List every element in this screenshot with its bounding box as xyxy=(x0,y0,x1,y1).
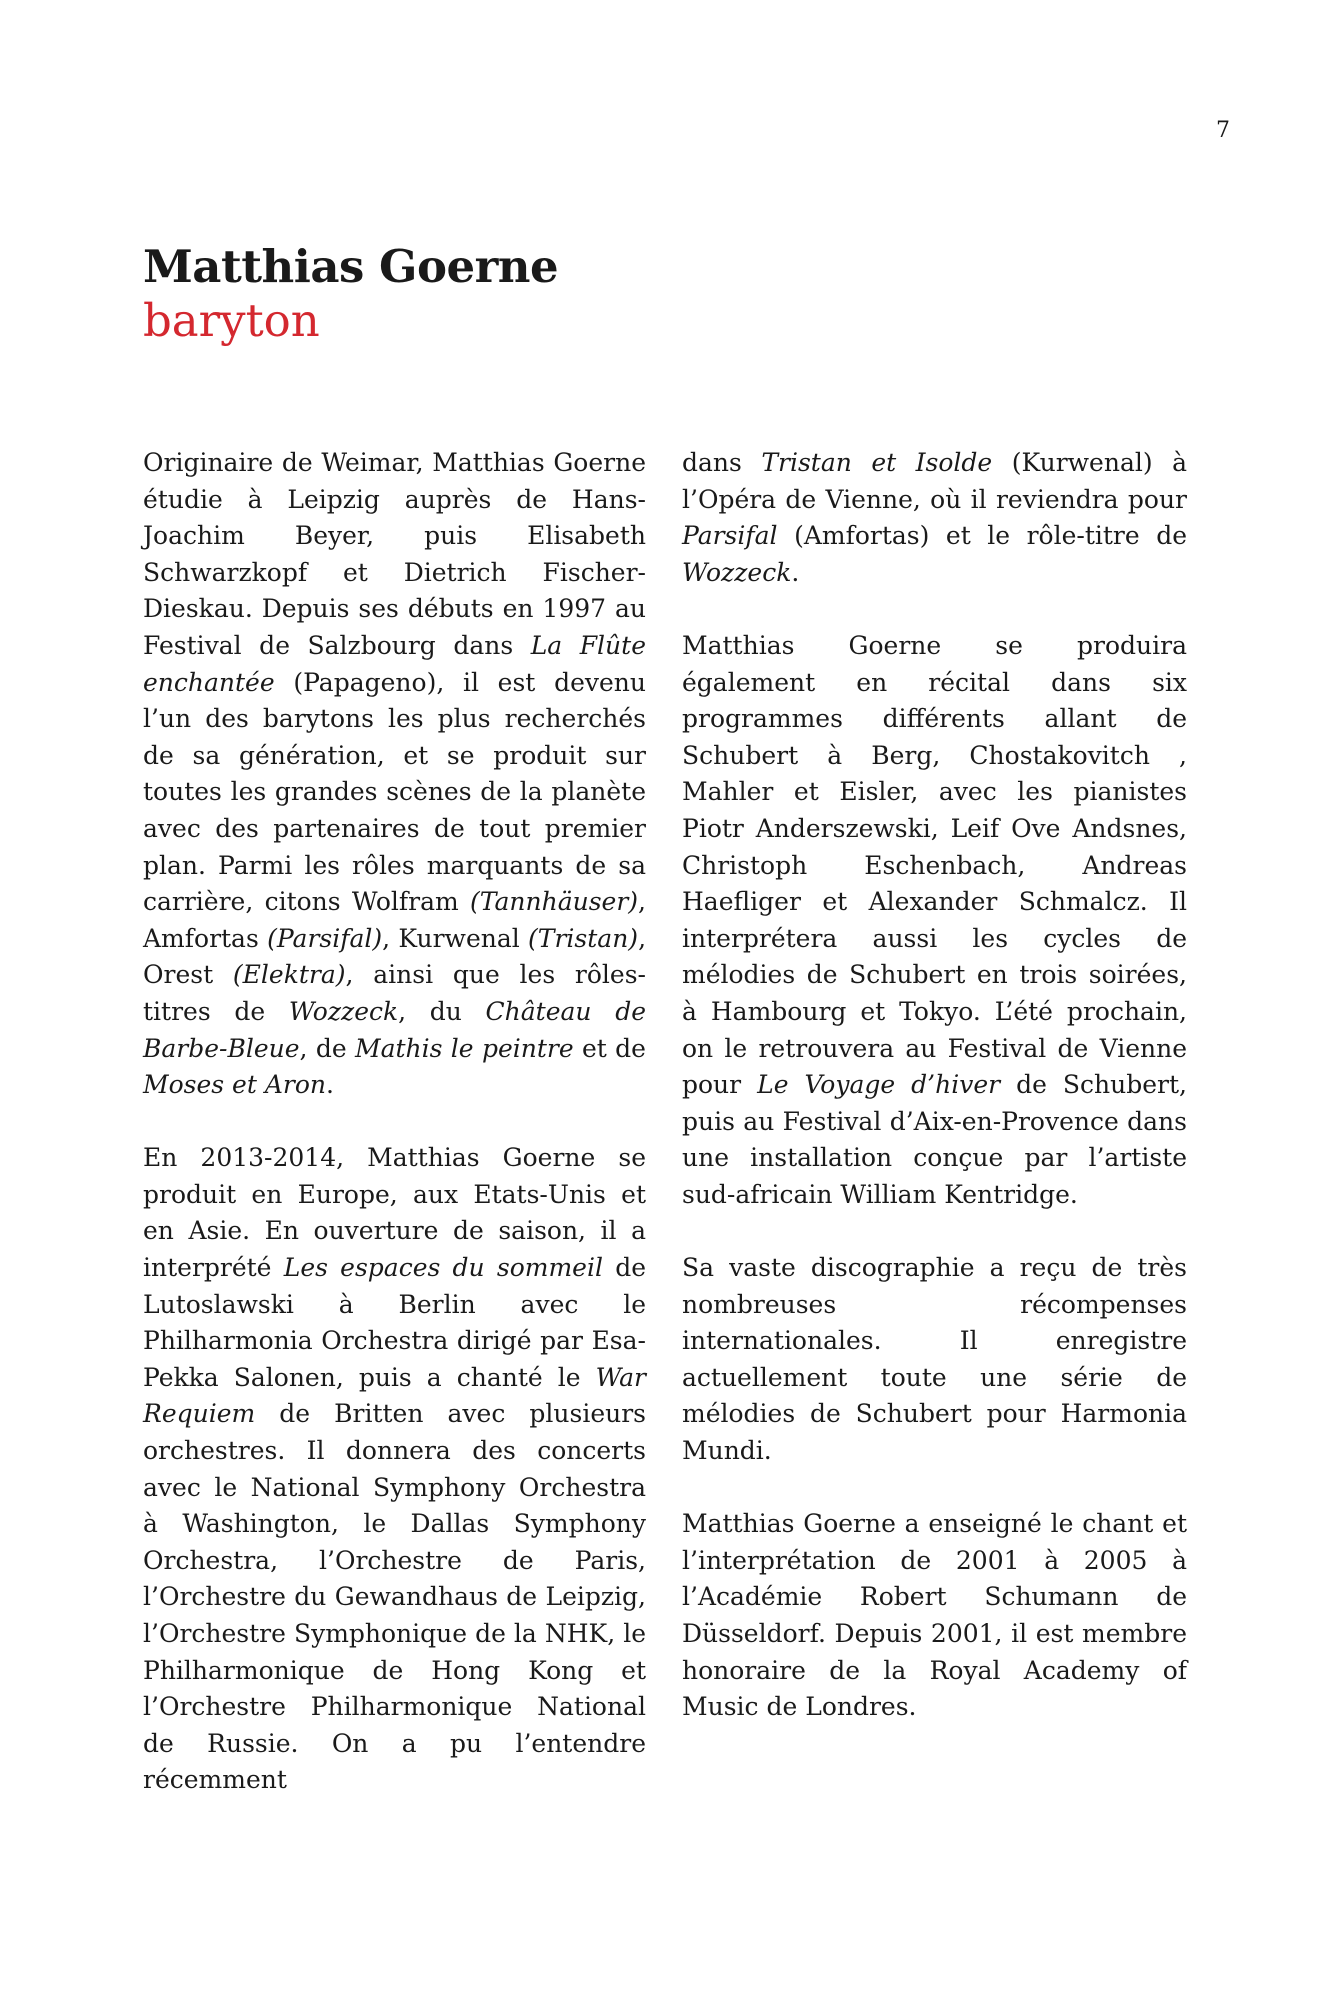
paragraph: En 2013-2014, Matthias Goerne se produit en Europe, aux Etats-Unis et en Asie. En ouverture de saison, il a interprété Les espaces du sommeil de Lutoslawski à Berlin avec le Philharmonia Orchestra dirigé par Esa-Pekka Salonen, puis a chanté le War Requiem de Britten avec plusieurs orchestres. Il donnera des concerts avec le National Symphony Orchestra à Washington, le Dallas Symphony Orchestra, l’Orchestre de Paris, l’Orchestre du Gewandhaus de Leipzig, l’Orchestre Symphonique de la NHK, le Philharmonique de Hong Kong et l’Orchestre Philharmonique National de Russie. On a pu l’entendre récemment xyxy=(143,1143,646,1795)
paragraph: Matthias Goerne se produira également en récital dans six programmes différents allant de Schubert à Berg, Chostakovitch , Mahler et Eisler, avec les pianistes Piotr Anderszewski, Leif Ove Andsnes, Christoph Eschenbach, Andreas Haefliger et Alexander Schmalcz. Il interprétera aussi les cycles de mélodies de Schubert en trois soirées, à Hambourg et Tokyo. L’été prochain, on le retrouvera au Festival de Vienne pour Le Voyage d’hiver de Schubert, puis au Festival d’Aix-en-Provence dans une installation conçue par l’artiste sud-africain William Kentridge. xyxy=(682,630,1188,1209)
artist-name: Matthias Goerne xyxy=(143,240,559,293)
right-column xyxy=(682,445,1187,1726)
artist-role: baryton xyxy=(143,294,320,347)
left-column xyxy=(143,445,646,1799)
paragraph: dans Tristan et Isolde (Kurwenal) à l’Opéra de Vienne, où il reviendra pour Parsifal (Amfortas) et le rôle-titre de Wozzeck. xyxy=(682,448,1188,587)
paragraph: Sa vaste discographie a reçu de très nombreuses récompenses internationales. Il enregistre actuellement toute une série de mélodies de Schubert pour Harmonia Mundi. xyxy=(682,1253,1187,1466)
page-number: 7 xyxy=(1216,118,1230,143)
paragraph: Matthias Goerne a enseigné le chant et l’interprétation de 2001 à 2005 à l’Académie Robert Schumann de Düsseldorf. Depuis 2001, il est membre honoraire de la Royal Academy of Music de Londres. xyxy=(682,1509,1187,1722)
paragraph: Originaire de Weimar, Matthias Goerne étudie à Leipzig auprès de Hans-Joachim Beyer, puis Elisabeth Schwarzkopf et Dietrich Fischer-Dieskau. Depuis ses débuts en 1997 au Festival de Salzbourg dans La Flûte enchantée (Papageno), il est devenu l’un des barytons les plus recherchés de sa génération, et se produit sur toutes les grandes scènes de la planète avec des partenaires de tout premier plan. Parmi les rôles marquants de sa carrière, citons Wolfram (Tannhäuser), Amfortas (Parsifal), Kurwenal (Tristan), Orest (Elektra), ainsi que les rôles-titres de Wozzeck, du Château de Barbe-Bleue, de Mathis le peintre et de Moses et Aron. xyxy=(143,448,647,1100)
page-heading xyxy=(143,240,558,348)
